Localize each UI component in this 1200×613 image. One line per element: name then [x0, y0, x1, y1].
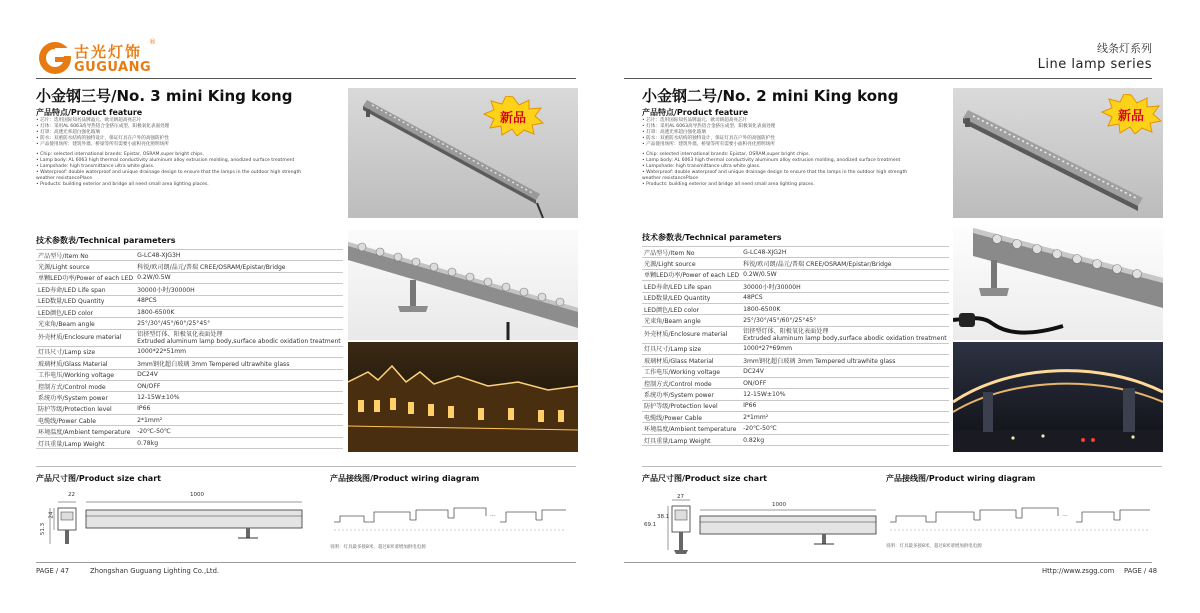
- param-value: -20℃-50℃: [741, 423, 949, 434]
- dim-length-label: 1000: [772, 502, 786, 508]
- param-value: 3mm钢化超白玻璃 3mm Tempered ultrawhite glass: [135, 358, 343, 369]
- product-title: 小金钢二号/No. 2 mini King kong: [642, 87, 899, 105]
- feature-en-line: • Lampshade: high transmittance ultra white glass.: [36, 164, 155, 170]
- param-row: [642, 326, 949, 343]
- param-value-line: 铝挤型灯体、阳极氧化表面处理: [137, 330, 223, 338]
- param-key: 玻璃材质/Glass Material: [36, 358, 135, 369]
- param-row: [36, 272, 343, 283]
- param-value: IP66: [135, 403, 343, 414]
- param-rows: [36, 250, 343, 449]
- feature-en-line: • Lamp body: AL 6063 high thermal conductivity aluminum alloy extrusion molding, anodized surface treatment: [36, 158, 295, 164]
- param-row: [642, 247, 949, 258]
- param-row: [642, 412, 949, 423]
- header-rule: [624, 78, 1152, 79]
- param-key: LED数量/LED Quantity: [36, 295, 135, 306]
- feature-list-cn: [36, 118, 336, 148]
- param-value: 25°/30°/45°/60°/25°45°: [135, 318, 343, 329]
- wiring-heading: 产品接线图/Product wiring diagram: [886, 474, 1036, 483]
- param-key: LED颜色/LED color: [36, 306, 135, 317]
- website-url[interactable]: Http://www.zsgg.com: [1042, 567, 1115, 575]
- param-value: 科锐/欧司朗/晶元/普瑞 CREE/OSRAM/Epistar/Bridge: [135, 261, 343, 272]
- dim-height1-label: 38.1: [657, 514, 670, 520]
- param-row: [642, 281, 949, 292]
- param-key: 玻璃材质/Glass Material: [642, 355, 741, 366]
- dim-length-label: 1000: [190, 492, 204, 498]
- wiring-note: 说明：灯具最多接8米，超过8米请增加供电电源: [886, 544, 982, 549]
- series-title-en: Line lamp series: [1037, 57, 1152, 72]
- param-key: 外壳材质/Enclosure material: [36, 329, 135, 346]
- tech-heading: 技术参数表/Technical parameters: [642, 233, 782, 242]
- param-value: 0.82kg: [741, 434, 949, 445]
- tech-param-table: [642, 246, 949, 446]
- param-value: ON/OFF: [135, 380, 343, 391]
- param-key: 光束角/Beam angle: [36, 318, 135, 329]
- detail-photo: [348, 230, 578, 340]
- param-key: 控制方式/Control mode: [642, 377, 741, 388]
- feature-en-line: • Waterproof: double waterproof and unique drainage design to ensure that the lamps in the outdoor high strength: [642, 170, 908, 176]
- feature-en-line: weather resistancePlace: [36, 176, 93, 182]
- wiring-note: 说明：灯具最多接8米，超过8米请增加供电电源: [330, 545, 426, 550]
- param-value: 1000*22*51mm: [135, 346, 343, 357]
- param-key: 电缆线/Power Cable: [642, 412, 741, 423]
- param-value: 12-15W±10%: [135, 392, 343, 403]
- wiring-diagram: [886, 500, 1156, 540]
- param-row: [642, 343, 949, 354]
- param-key: LED寿命/LED Life span: [36, 284, 135, 295]
- catalog-page-48: [600, 0, 1200, 613]
- param-row: [36, 369, 343, 380]
- param-key: 光源/Light source: [36, 261, 135, 272]
- tech-param-table: [36, 249, 343, 449]
- series-title-cn: 线条灯系列: [1097, 42, 1152, 55]
- feature-cn-line: • 产品使用场所：建筑外墙、桥梁等所有需要小面积亮化照明场所: [642, 142, 775, 148]
- lamp-closeup-image: [348, 230, 578, 340]
- param-value: 2*1mm²: [741, 412, 949, 423]
- param-value: [135, 329, 343, 346]
- company-name: Zhongshan Guguang Lighting Co.,Ltd.: [90, 567, 220, 575]
- param-row: [642, 400, 949, 411]
- param-key: 系统功率/System power: [642, 389, 741, 400]
- param-value: IP66: [741, 400, 949, 411]
- feature-cn-line: • 灯体：采用AL 6063高导热铝合金挤压成型、阳极氧化表面处理: [642, 124, 776, 130]
- dim-height2-label: 69.1: [644, 522, 657, 528]
- feature-en-line: • Chip: selected international brands: Epistar, OSRAM,super bright chips.: [36, 152, 204, 157]
- feature-cn-line: • 芯片：选用国际知名品牌晶元、欧司朗超高亮芯片: [642, 118, 748, 123]
- param-value-line: Extruded aluminum lamp body,surface abodic oxidation treatment: [137, 337, 341, 345]
- param-row: [36, 250, 343, 261]
- param-row: [642, 366, 949, 377]
- application-photo: [348, 342, 578, 452]
- param-value: 25°/30°/45°/60°/25°45°: [741, 315, 949, 326]
- tech-heading: 技术参数表/Technical parameters: [36, 236, 176, 245]
- param-key: 系统功率/System power: [36, 392, 135, 403]
- size-chart-drawing: [36, 490, 316, 550]
- building-night-image: [348, 342, 578, 452]
- param-row: [642, 355, 949, 366]
- feature-en-line: • Products: building exterior and bridge all need small area lighting places.: [36, 182, 209, 188]
- svg-text:...: ...: [490, 511, 496, 518]
- param-value: DC24V: [741, 366, 949, 377]
- param-row: [36, 380, 343, 391]
- param-key: 单颗LED功率/Power of each LED: [642, 269, 741, 280]
- dim-height1-label: 24: [48, 511, 55, 519]
- param-row: [36, 346, 343, 357]
- new-product-badge: [482, 96, 544, 136]
- param-value: 2*1mm²: [135, 415, 343, 426]
- param-key: 环境温度/Ambient temperature: [36, 426, 135, 437]
- feature-list-en: [642, 152, 942, 189]
- detail-photo: [953, 228, 1163, 340]
- param-key: LED数量/LED Quantity: [642, 292, 741, 303]
- lamp-closeup-image: [953, 228, 1163, 340]
- page-number: PAGE / 48: [1124, 567, 1158, 575]
- param-value: 0.78kg: [135, 437, 343, 448]
- param-value: 1000*27*69mm: [741, 343, 949, 354]
- param-value-line: Extruded aluminum lamp body,surface abodic oxidation treatment: [743, 334, 947, 342]
- badge-label: 新品: [1117, 109, 1144, 124]
- registered-mark: ®: [149, 38, 156, 46]
- feature-heading: 产品特点/Product feature: [36, 108, 143, 117]
- param-key: 单颗LED功率/Power of each LED: [36, 272, 135, 283]
- param-row: [36, 358, 343, 369]
- size-chart-heading: 产品尺寸图/Product size chart: [642, 474, 767, 483]
- dim-height2-label: 51.3: [40, 522, 47, 536]
- param-row: [642, 292, 949, 303]
- param-row: [36, 426, 343, 437]
- param-value: 1800-6500K: [135, 306, 343, 317]
- param-row: [642, 303, 949, 314]
- section-rule: [642, 466, 1162, 467]
- param-key: LED寿命/LED Life span: [642, 281, 741, 292]
- param-key: 电缆线/Power Cable: [36, 415, 135, 426]
- header-rule: [36, 78, 576, 79]
- param-value: 12-15W±10%: [741, 389, 949, 400]
- param-row: [36, 437, 343, 448]
- page-number: PAGE / 47: [36, 567, 70, 575]
- param-value: G-LC48-XJG2H: [741, 247, 949, 258]
- feature-heading: 产品特点/Product feature: [642, 108, 749, 117]
- param-value: -20℃-50℃: [135, 426, 343, 437]
- param-row: [36, 415, 343, 426]
- param-key: 灯具尺寸/Lamp size: [642, 343, 741, 354]
- param-key: 外壳材质/Enclosure material: [642, 326, 741, 343]
- param-value: DC24V: [135, 369, 343, 380]
- param-row: [642, 269, 949, 280]
- brand-name-cn: 古光灯饰: [74, 43, 143, 61]
- feature-cn-line: • 防水：双重防水结构的独特设计，保证灯具在户外的高强防护性: [642, 136, 775, 142]
- brand-name-en: GUGUANG: [74, 60, 152, 75]
- param-row: [36, 329, 343, 346]
- size-chart-drawing: [642, 492, 882, 556]
- param-row: [36, 403, 343, 414]
- feature-cn-line: • 产品使用场所：建筑外墙、桥梁等所有需要小面积亮化照明场所: [36, 142, 169, 148]
- svg-text:...: ...: [1062, 511, 1068, 518]
- param-value: 0.2W/0.5W: [135, 272, 343, 283]
- feature-en-line: • Chip: selected international brands: Epistar, OSRAM,super bright chips.: [642, 152, 810, 157]
- param-key: 灯具尺寸/Lamp size: [36, 346, 135, 357]
- section-rule: [36, 466, 576, 467]
- param-row: [36, 295, 343, 306]
- param-key: 灯具重量/Lamp Weight: [36, 437, 135, 448]
- param-key: 光束角/Beam angle: [642, 315, 741, 326]
- param-rows: [642, 247, 949, 446]
- param-row: [36, 306, 343, 317]
- param-row: [642, 315, 949, 326]
- new-product-badge: [1100, 94, 1162, 134]
- param-value: 48PCS: [135, 295, 343, 306]
- footer-rule: [624, 562, 1152, 563]
- param-value: [741, 326, 949, 343]
- param-key: 产品型号/Item No: [642, 247, 741, 258]
- param-key: LED颜色/LED color: [642, 303, 741, 314]
- feature-cn-line: • 灯体：采用AL 6063高导热铝合金挤压成型、阳极氧化表面处理: [36, 124, 170, 130]
- param-value: 科锐/欧司朗/晶元/普瑞 CREE/OSRAM/Epistar/Bridge: [741, 258, 949, 269]
- brand-logo: [36, 38, 166, 78]
- wiring-heading: 产品接线图/Product wiring diagram: [330, 474, 480, 483]
- param-key: 控制方式/Control mode: [36, 380, 135, 391]
- param-key: 工作电压/Working voltage: [642, 366, 741, 377]
- param-value: 1800-6500K: [741, 303, 949, 314]
- footer-rule: [36, 562, 576, 563]
- param-row: [642, 377, 949, 388]
- feature-en-line: • Products: building exterior and bridge all need small area lighting places.: [642, 182, 815, 188]
- param-value: 30000小时/30000H: [135, 284, 343, 295]
- param-row: [642, 389, 949, 400]
- param-row: [36, 261, 343, 272]
- bridge-night-image: [953, 342, 1163, 452]
- feature-en-line: • Waterproof: double waterproof and unique drainage design to ensure that the lamps in the outdoor high strength: [36, 170, 302, 176]
- feature-en-line: • Lampshade: high transmittance ultra white glass.: [642, 164, 761, 170]
- param-value: 48PCS: [741, 292, 949, 303]
- param-value: G-LC48-XJG3H: [135, 250, 343, 261]
- param-key: 产品型号/Item No: [36, 250, 135, 261]
- wiring-diagram: [330, 500, 570, 540]
- size-chart-heading: 产品尺寸图/Product size chart: [36, 474, 161, 483]
- param-row: [36, 318, 343, 329]
- dim-width-label: 27: [677, 494, 684, 500]
- param-value: 0.2W/0.5W: [741, 269, 949, 280]
- param-row: [36, 392, 343, 403]
- feature-en-line: weather resistancePlace: [642, 176, 699, 182]
- feature-en-line: • Lamp body: AL 6063 high thermal conductivity aluminum alloy extrusion molding, anodized surface treatment: [642, 158, 901, 164]
- application-photo: [953, 342, 1163, 452]
- param-row: [642, 258, 949, 269]
- param-row: [642, 434, 949, 445]
- param-value: 30000小时/30000H: [741, 281, 949, 292]
- param-key: 灯具重量/Lamp Weight: [642, 434, 741, 445]
- feature-cn-line: • 防水：双重防水结构的独特设计，保证灯具在户外的高强防护性: [36, 136, 169, 142]
- param-value: ON/OFF: [741, 377, 949, 388]
- feature-list-en: [36, 152, 336, 189]
- feature-cn-line: • 灯罩：高透光率超白强化玻璃: [36, 130, 100, 136]
- param-key: 防护等级/Protection level: [36, 403, 135, 414]
- dim-width-label: 22: [68, 492, 75, 498]
- feature-list-cn: [642, 118, 942, 148]
- logo-g-icon: [36, 38, 74, 76]
- param-key: 环境温度/Ambient temperature: [642, 423, 741, 434]
- param-key: 防护等级/Protection level: [642, 400, 741, 411]
- param-row: [642, 423, 949, 434]
- param-row: [36, 284, 343, 295]
- param-key: 光源/Light source: [642, 258, 741, 269]
- badge-label: 新品: [499, 111, 526, 126]
- param-key: 工作电压/Working voltage: [36, 369, 135, 380]
- param-value: 3mm钢化超白玻璃 3mm Tempered ultrawhite glass: [741, 355, 949, 366]
- feature-cn-line: • 芯片：选用国际知名品牌晶元、欧司朗超高亮芯片: [36, 118, 142, 123]
- param-value-line: 铝挤型灯体、阳极氧化表面处理: [743, 327, 829, 335]
- feature-cn-line: • 灯罩：高透光率超白强化玻璃: [642, 130, 706, 136]
- product-title: 小金钢三号/No. 3 mini King kong: [36, 87, 293, 105]
